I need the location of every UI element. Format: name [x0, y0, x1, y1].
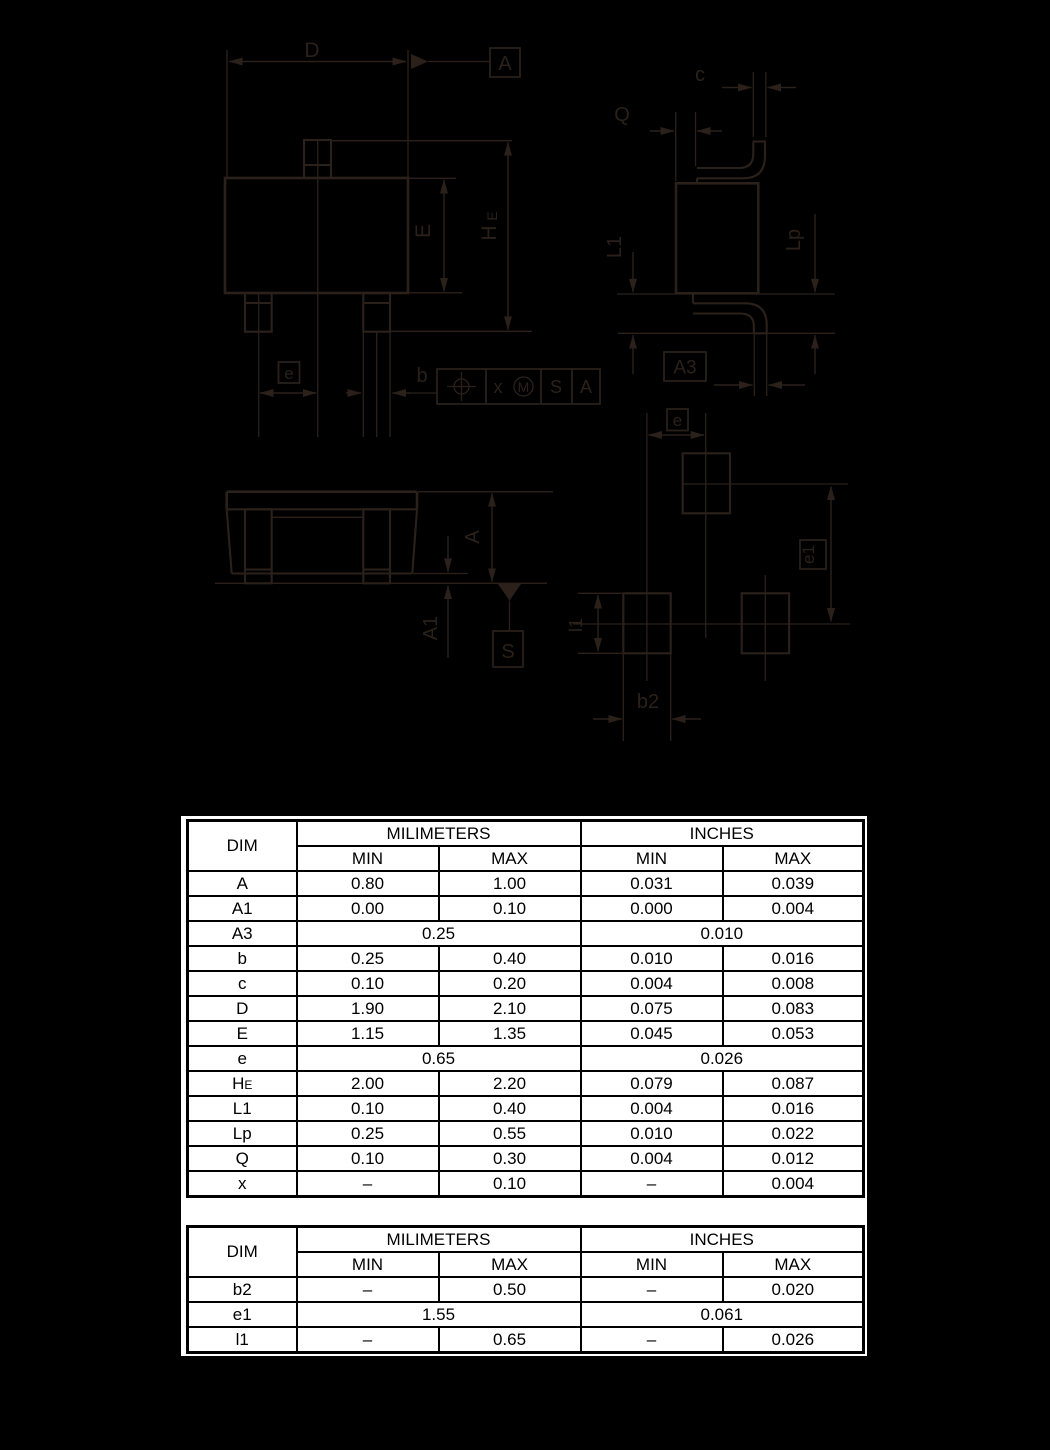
front-view-drawing — [215, 492, 553, 667]
dim-label-e-land: e — [672, 411, 683, 430]
cell-value: – — [581, 1327, 723, 1353]
cell-value: 0.045 — [581, 1021, 723, 1046]
dim-label-q: Q — [614, 104, 630, 126]
cell-dim: A3 — [188, 921, 297, 946]
cell-value: 0.80 — [297, 871, 439, 896]
dim-label-lp: Lp — [783, 228, 805, 252]
dim-label-b: b — [416, 365, 428, 387]
cell-dim: e — [188, 1046, 297, 1071]
cell-value-span: 0.061 — [581, 1302, 864, 1327]
col-header-inches: INCHES — [581, 1227, 864, 1253]
cell-dim: e1 — [188, 1302, 297, 1327]
cell-value: 0.083 — [723, 996, 864, 1021]
position-tolerance-icon — [447, 372, 476, 401]
cell-value-span: 1.55 — [297, 1302, 581, 1327]
table-row — [188, 1071, 864, 1096]
table-header-row — [188, 1227, 864, 1253]
cell-value: 0.039 — [723, 871, 864, 896]
dimension-tables-panel — [181, 816, 867, 1356]
cell-value: 0.079 — [581, 1071, 723, 1096]
cell-value: 0.10 — [439, 1171, 581, 1197]
fcf-tolerance-value: x — [493, 377, 503, 397]
col-header-min: MIN — [297, 846, 439, 871]
table-row — [188, 971, 864, 996]
table-row — [188, 996, 864, 1021]
table-row — [188, 1146, 864, 1171]
col-header-millimeters: MILIMETERS — [297, 821, 581, 847]
cell-value-span: 0.010 — [581, 921, 864, 946]
cell-value: – — [297, 1327, 439, 1353]
cell-value: 1.15 — [297, 1021, 439, 1046]
cell-value-span: 0.25 — [297, 921, 581, 946]
dim-label-he-main: H — [478, 225, 501, 241]
dim-label-c: c — [695, 64, 705, 86]
svg-text:M: M — [517, 379, 530, 395]
cell-value: 2.00 — [297, 1071, 439, 1096]
col-header-min: MIN — [581, 1252, 723, 1277]
cell-value: 0.016 — [723, 946, 864, 971]
table-row — [188, 1171, 864, 1197]
cell-value: 0.10 — [297, 1146, 439, 1171]
cell-value: 0.00 — [297, 896, 439, 921]
table-row — [188, 896, 864, 921]
cell-dim: b2 — [188, 1277, 297, 1302]
cell-dim: HE — [188, 1071, 297, 1096]
cell-value: 0.004 — [723, 1171, 864, 1197]
cell-value: 0.031 — [581, 871, 723, 896]
cell-value: 0.010 — [581, 946, 723, 971]
cell-dim: c — [188, 971, 297, 996]
dim-label-b2: b2 — [636, 691, 660, 713]
land-pattern-drawing — [566, 409, 850, 741]
mmc-icon — [514, 377, 533, 396]
cell-value: – — [297, 1171, 439, 1197]
dim-label-e-pitch: e — [284, 364, 294, 383]
dim-label-a-height: A — [462, 530, 484, 544]
cell-dim: Q — [188, 1146, 297, 1171]
cell-value: 0.004 — [581, 1146, 723, 1171]
cell-value: 0.004 — [723, 896, 864, 921]
dim-label-d: D — [304, 39, 320, 62]
feature-control-frame — [437, 369, 600, 404]
col-header-millimeters: MILIMETERS — [297, 1227, 581, 1253]
dim-label-a1: A1 — [420, 615, 442, 641]
fcf-datum-s: S — [549, 377, 563, 397]
cell-value: 0.40 — [439, 946, 581, 971]
table-row — [188, 946, 864, 971]
cell-dim: A1 — [188, 896, 297, 921]
top-view-drawing — [225, 39, 600, 437]
cell-dim: A — [188, 871, 297, 896]
cell-dim: E — [188, 1021, 297, 1046]
cell-value: 2.20 — [439, 1071, 581, 1096]
cell-value: 0.25 — [297, 1121, 439, 1146]
cell-value: 0.010 — [581, 1121, 723, 1146]
cell-value: 0.000 — [581, 896, 723, 921]
side-view-drawing — [604, 64, 835, 396]
cell-value: 1.90 — [297, 996, 439, 1021]
cell-value: 0.25 — [297, 946, 439, 971]
table-row — [188, 1302, 864, 1327]
cell-dim: L1 — [188, 1096, 297, 1121]
table-row — [188, 1021, 864, 1046]
col-header-dim: DIM — [188, 821, 297, 872]
cell-value: 0.022 — [723, 1121, 864, 1146]
cell-value: 0.004 — [581, 971, 723, 996]
cell-value: 0.053 — [723, 1021, 864, 1046]
col-header-max: MAX — [439, 846, 581, 871]
dim-label-e1: e1 — [799, 545, 818, 564]
cell-value: 0.65 — [439, 1327, 581, 1353]
cell-value: 0.40 — [439, 1096, 581, 1121]
table-row — [188, 1096, 864, 1121]
dimension-table-package — [186, 819, 865, 1198]
dimension-table-land-pattern — [186, 1225, 865, 1354]
cell-value: 0.020 — [723, 1277, 864, 1302]
cell-value: 0.087 — [723, 1071, 864, 1096]
seating-datum-triangle-icon — [498, 584, 521, 601]
datum-label-s: S — [501, 641, 515, 663]
datum-triangle-icon — [411, 54, 428, 69]
cell-value: – — [581, 1277, 723, 1302]
col-header-max: MAX — [723, 1252, 864, 1277]
dim-label-l1-land: l1 — [566, 617, 586, 633]
cell-value: – — [581, 1171, 723, 1197]
table-row — [188, 1277, 864, 1302]
dim-label-e-body: E — [412, 223, 435, 239]
col-header-min: MIN — [297, 1252, 439, 1277]
cell-value: – — [297, 1277, 439, 1302]
col-header-max: MAX — [723, 846, 864, 871]
col-header-inches: INCHES — [581, 821, 864, 847]
cell-value: 1.35 — [439, 1021, 581, 1046]
cell-value-span: 0.65 — [297, 1046, 581, 1071]
datum-label-a: A — [498, 53, 512, 75]
table-row — [188, 871, 864, 896]
cell-value: 0.10 — [439, 896, 581, 921]
cell-value: 2.10 — [439, 996, 581, 1021]
cell-value: 0.30 — [439, 1146, 581, 1171]
dim-label-he-sub: E — [484, 211, 500, 221]
col-header-min: MIN — [581, 846, 723, 871]
cell-value: 0.55 — [439, 1121, 581, 1146]
table-row — [188, 921, 864, 946]
cell-value: 0.10 — [297, 971, 439, 996]
cell-dim: Lp — [188, 1121, 297, 1146]
cell-value: 0.004 — [581, 1096, 723, 1121]
table-row — [188, 1046, 864, 1071]
cell-dim: b — [188, 946, 297, 971]
col-header-dim: DIM — [188, 1227, 297, 1278]
cell-dim: D — [188, 996, 297, 1021]
cell-dim: l1 — [188, 1327, 297, 1353]
cell-value: 0.50 — [439, 1277, 581, 1302]
cell-value: 0.012 — [723, 1146, 864, 1171]
cell-value: 0.20 — [439, 971, 581, 996]
cell-value: 0.075 — [581, 996, 723, 1021]
table-row — [188, 1121, 864, 1146]
table-header-row — [188, 821, 864, 847]
cell-value: 0.016 — [723, 1096, 864, 1121]
cell-value: 0.008 — [723, 971, 864, 996]
cell-value: 0.10 — [297, 1096, 439, 1121]
cell-value-span: 0.026 — [581, 1046, 864, 1071]
dim-label-l1-lead: L1 — [604, 235, 626, 259]
cell-dim: x — [188, 1171, 297, 1197]
fcf-datum-a: A — [579, 377, 593, 397]
cell-value: 1.00 — [439, 871, 581, 896]
cell-value: 0.026 — [723, 1327, 864, 1353]
table-row — [188, 1327, 864, 1353]
col-header-max: MAX — [439, 1252, 581, 1277]
dim-label-a3: A3 — [673, 357, 697, 379]
